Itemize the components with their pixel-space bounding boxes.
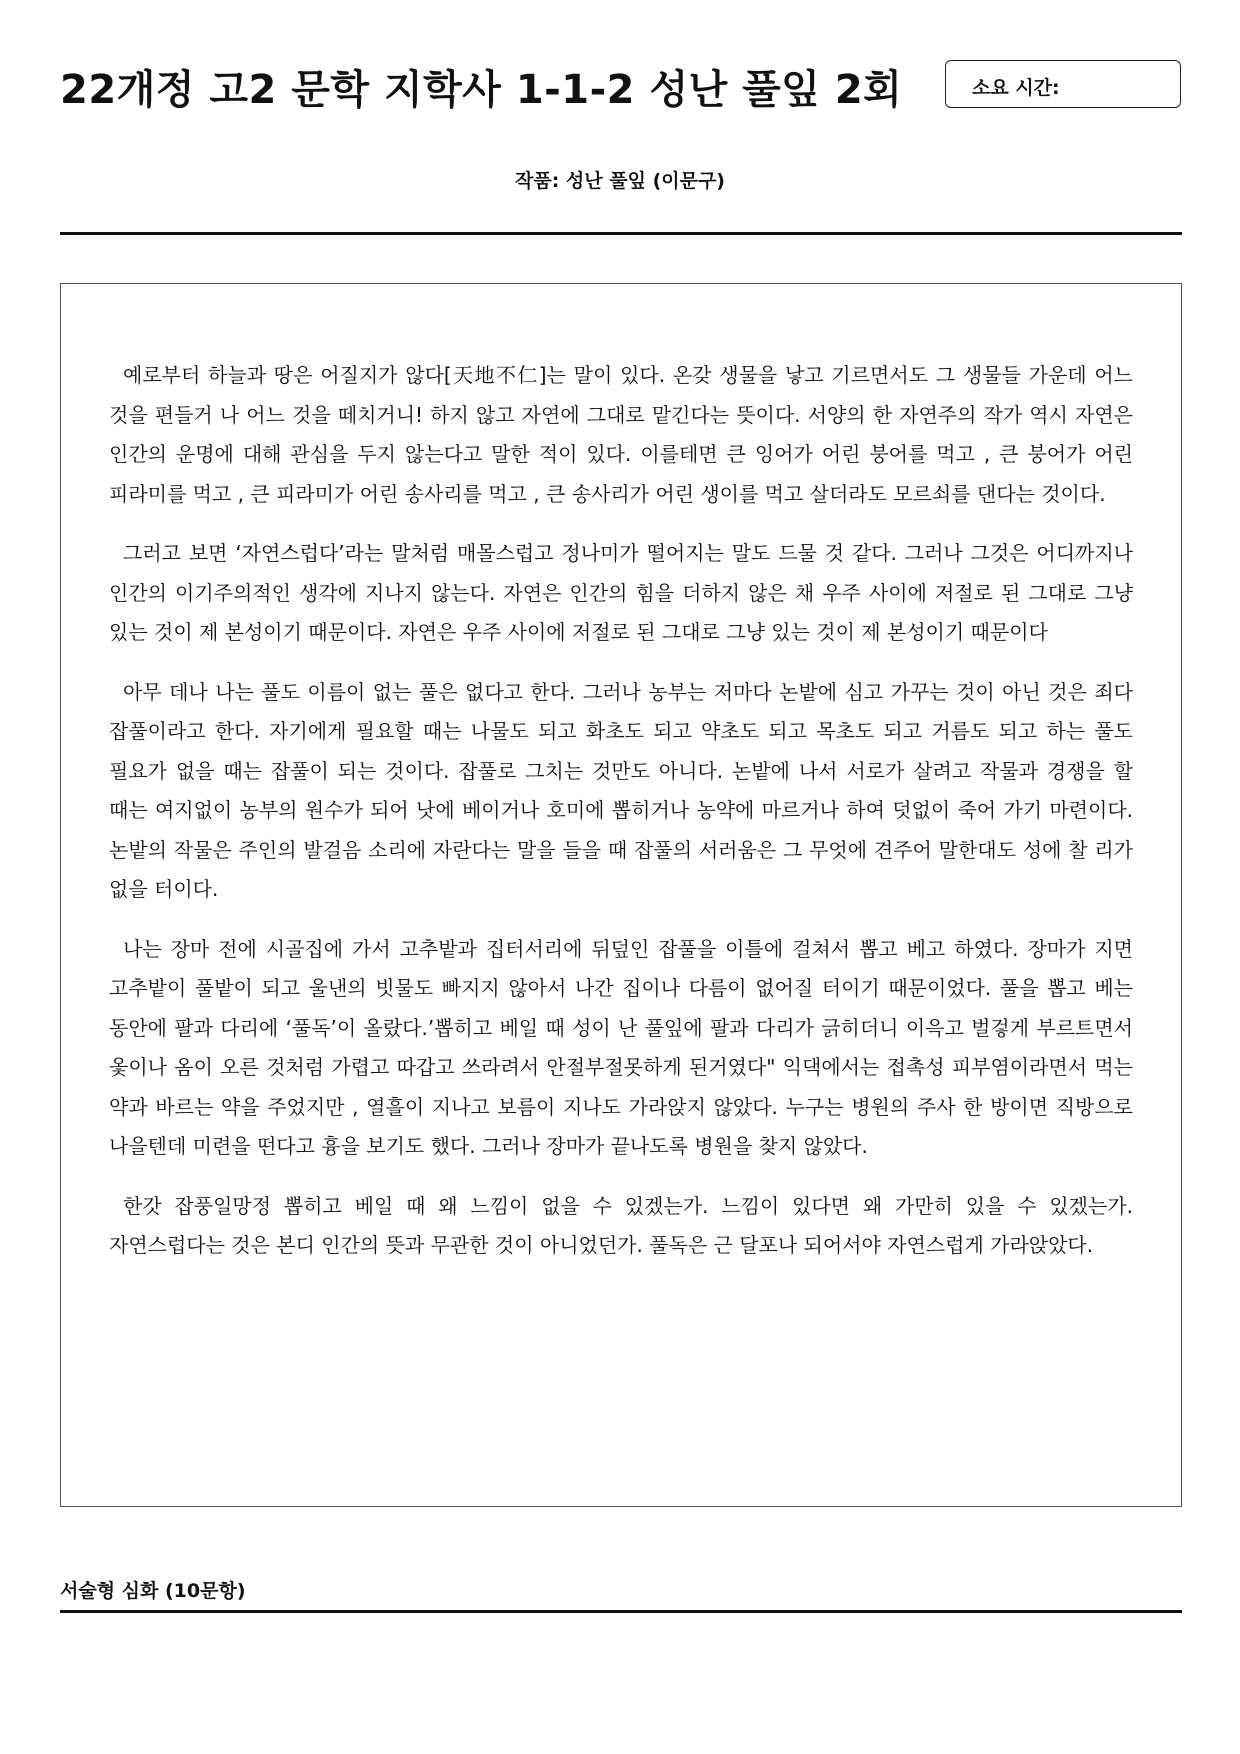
time-label: 소요 시간: xyxy=(972,77,1060,99)
section-heading: 서술형 심화 (10문항) xyxy=(60,1580,246,1602)
passage-box xyxy=(60,283,1182,1507)
time-field[interactable] xyxy=(945,60,1181,108)
divider-top xyxy=(60,232,1182,235)
passage-paragraph-4: 나는 장마 전에 시골집에 가서 고추밭과 집터서리에 뒤덮인 잡풀을 이틀에 걸쳐서 뽑고 베고 하였다. 장마가 지면 고추밭이 풀밭이 되고 울낸의 빗물도 빠지지 않아서 나간 집이나 다름이 없어질 터이기 때문이었다. 풀을 뽑고 베는 동안에 팔과 다리에 ‘풀독’이 올랐다.’뽑히고 베일 때 성이 난 풀잎에 팔과 다리가 긁히더니 이윽고 벌겋게 부르트면서 옻이나 옴이 오른 것처럼 가렵고 따갑고 쓰라려서 안절부절못하게 된거였다" 익댁에서는 접촉성 피부염이라면서 먹는 약과 바르는 약을 주었지만 , 열흘이 지나고 보름이 지나도 가라앉지 않았다. 누구는 병원의 주사 한 방이면 직방으로 나을텐데 미련을 떤다고 흉을 보기도 했다. 그러나 장마가 끝나도록 병원을 찾지 않았다. xyxy=(109,936,1133,1158)
worksheet-title: 22개정 고2 문학 지학사 1-1-2 성난 풀잎 2회 xyxy=(60,67,903,113)
passage-paragraph-2: 그러고 보면 ‘자연스럽다’라는 말처럼 매몰스럽고 정나미가 떨어지는 말도 드물 것 같다. 그러나 그것은 어디까지나 인간의 이기주의적인 생각에 지나지 않는다. 자연은 인간의 힘을 더하지 않은 채 우주 사이에 저절로 된 그대로 그냥 있는 것이 제 본성이기 때문이다. 자연은 우주 사이에 저절로 된 그대로 그냥 있는 것이 제 본성이기 때문이다 xyxy=(109,541,1133,644)
work-label: 작품: 성난 풀잎 (이문구) xyxy=(515,170,725,192)
divider-bottom xyxy=(60,1610,1182,1613)
passage-paragraph-1: 예로부터 하늘과 땅은 어질지가 않다[天地不仁]는 말이 있다. 온갖 생물을 낳고 기르면서도 그 생물들 가운데 어느 것을 편들거 나 어느 것을 떼치거니! 하지 않고 자연에 그대로 맡긴다는 뜻이다. 서양의 한 자연주의 작가 역시 자연은 인간의 운명에 대해 관심을 두지 않는다고 말한 적이 있다. 이를테면 큰 잉어가 어린 붕어를 먹고 , 큰 붕어가 어린 피라미를 먹고 , 큰 피라미가 어린 송사리를 먹고 , 큰 송사리가 어린 생이를 먹고 살더라도 모르쇠를 댄다는 것이다. xyxy=(109,363,1133,506)
passage-paragraph-3: 아무 데나 나는 풀도 이름이 없는 풀은 없다고 한다. 그러나 농부는 저마다 논밭에 심고 가꾸는 것이 아닌 것은 죄다 잡풀이라고 한다. 자기에게 필요할 때는 나물도 되고 화초도 되고 약초도 되고 목초도 되고 거름도 되고 하는 풀도 필요가 없을 때는 잡풀이 되는 것이다. 잡풀로 그치는 것만도 아니다. 논밭에 나서 서로가 살려고 작물과 경쟁을 할 때는 여지없이 농부의 원수가 되어 낫에 베이거나 호미에 뽑히거나 농약에 마르거나 하여 덧없이 죽어 가기 마련이다. 논밭의 작물은 주인의 발걸음 소리에 자란다는 말을 들을 때 잡풀의 서러움은 그 무엇에 견주어 말한대도 성에 찰 리가 없을 터이다. xyxy=(109,679,1133,901)
passage-paragraph-5: 한갓 잡풍일망정 뽑히고 베일 때 왜 느낌이 없을 수 있겠는가. 느낌이 있다면 왜 가만히 있을 수 있겠는가. 자연스럽다는 것은 본디 인간의 뜻과 무관한 것이 아니었던가. 풀독은 근 달포나 되어서야 자연스럽게 가라앉았다. xyxy=(109,1193,1133,1257)
